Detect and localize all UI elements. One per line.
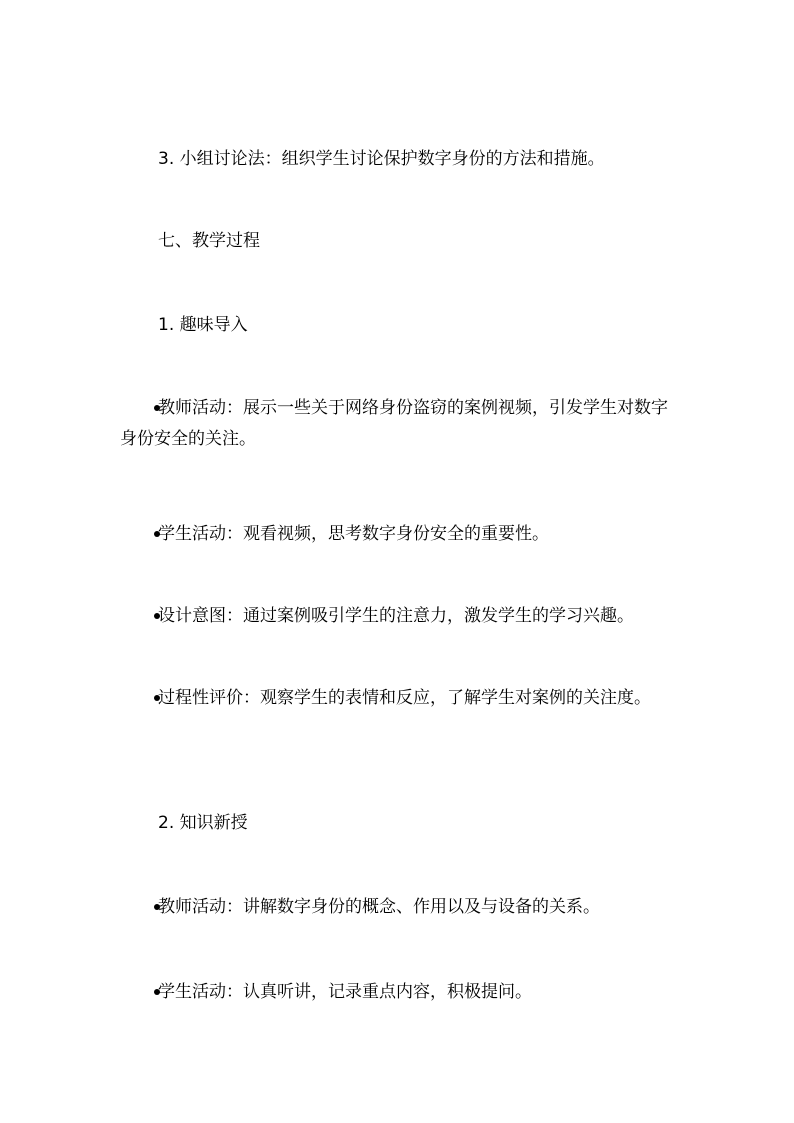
list-item-student-activity-2 (120, 977, 680, 1008)
list-item-process-evaluation (120, 683, 680, 714)
list-item-student-activity-1 (120, 519, 680, 550)
list-item-text: 学生活动：观看视频，思考数字身份安全的重要性。 (158, 524, 549, 544)
subheading-text: 2. 知识新授 (158, 813, 248, 833)
heading-text: 七、教学过程 (158, 231, 260, 251)
list-item-teacher-activity-2 (120, 892, 680, 923)
list-item-teacher-activity-1 (120, 393, 680, 455)
list-item-text: 过程性评价：观察学生的表情和反应，了解学生对案例的关注度。 (158, 688, 651, 708)
list-item-text: 学生活动：认真听讲，记录重点内容，积极提问。 (158, 982, 532, 1002)
list-item-text: 教师活动：讲解数字身份的概念、作用以及与设备的关系。 (158, 897, 600, 917)
subheading-text: 1. 趣味导入 (158, 315, 248, 335)
subheading-new-knowledge (120, 808, 680, 839)
paragraph-group-discussion-method (120, 144, 680, 175)
paragraph-text: 3. 小组讨论法：组织学生讨论保护数字身份的方法和措施。 (158, 149, 605, 169)
list-item-text: 教师活动：展示一些关于网络身份盗窃的案例视频，引发学生对数字身份安全的关注。 (120, 398, 668, 449)
subheading-fun-introduction (120, 310, 680, 341)
list-item-text: 设计意图：通过案例吸引学生的注意力，激发学生的学习兴趣。 (158, 606, 634, 626)
section-heading-teaching-process (120, 226, 680, 257)
list-item-design-intent (120, 601, 680, 632)
